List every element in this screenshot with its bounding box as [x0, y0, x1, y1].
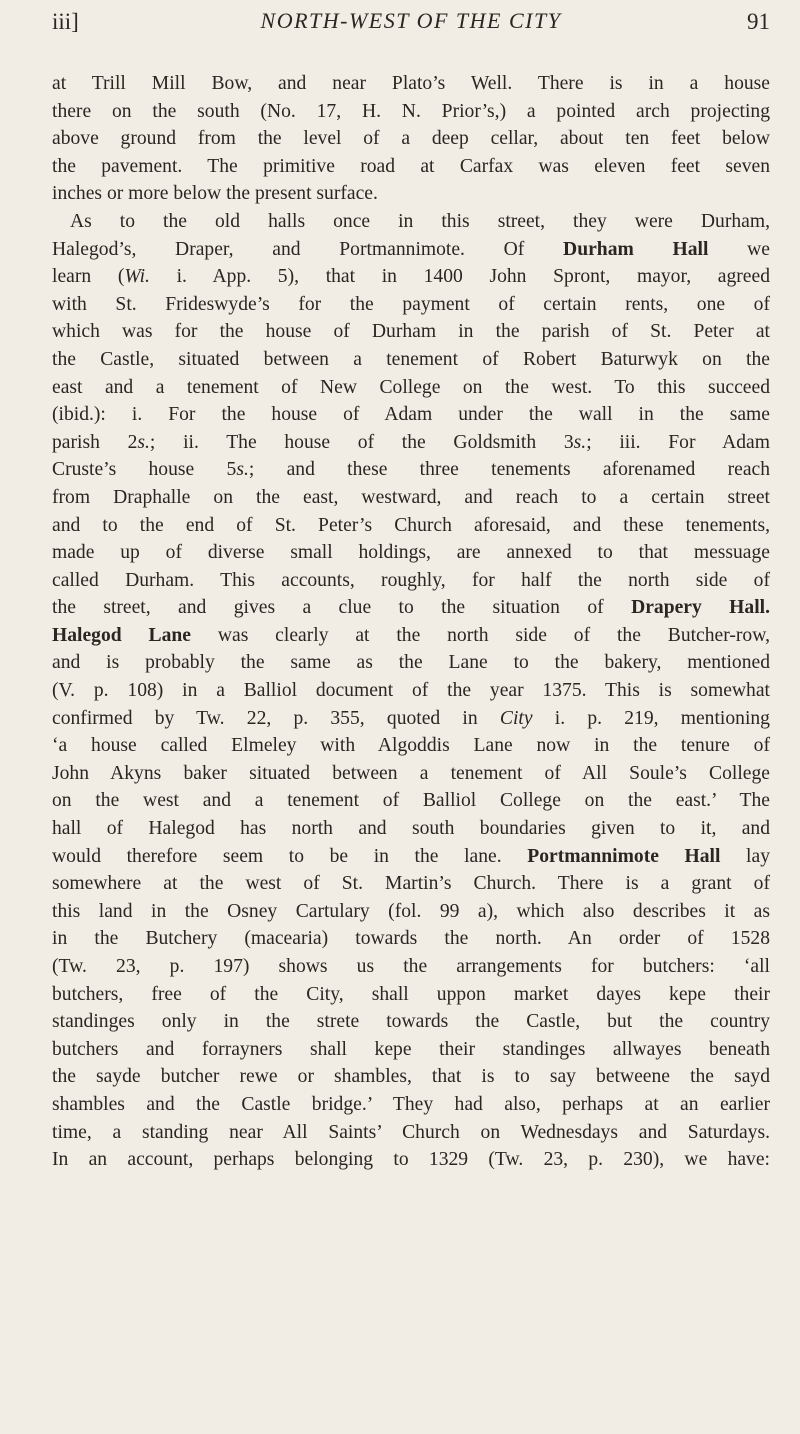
text-run: (V. p. 108) in a Balliol document of the year 1375. This is somewhat [52, 680, 770, 702]
text-line [52, 1146, 770, 1174]
text-line [52, 1091, 770, 1119]
text-run: Cruste’s house 5 [52, 459, 237, 481]
text-run: hall of Halegod has north and south boundaries given to it, and [52, 818, 770, 840]
text-line [52, 567, 770, 595]
text-line [52, 705, 770, 733]
text-run: (Tw. 23, p. 197) shows us the arrangements for butchers: ‘all [52, 956, 770, 977]
bold-heading-run: Portmannimote Hall [527, 845, 721, 867]
text-run: was clearly at the north side of the Butcher-row, [191, 624, 771, 646]
text-line [52, 898, 770, 926]
text-line [52, 291, 770, 319]
text-run: parish 2 [52, 431, 138, 453]
text-line [52, 677, 770, 705]
italic-run: City [499, 707, 533, 729]
text-line [52, 180, 770, 208]
text-run: butchers and forrayners shall kepe their standinges allwayes beneath [52, 1038, 770, 1060]
text-run: would therefore seem to be in the lane. [52, 845, 528, 867]
text-run: which was for the house of Durham in the parish of St. Peter at [52, 321, 770, 343]
text-run: the Castle, situated between a tenement of Robert Baturwyk on the [52, 348, 770, 370]
text-run: the pavement. The primitive road at Carfax was eleven feet seven [52, 155, 770, 177]
text-line [52, 484, 770, 512]
text-run: ; ii. The house of the Goldsmith 3 [149, 431, 574, 453]
text-run: there on the south (No. 17, H. N. Prior’s,) a pointed arch projecting [52, 100, 770, 122]
text-run: (ibid.): i. For the house of Adam under the wall in the same [52, 404, 770, 426]
text-run: learn ( [52, 266, 125, 288]
text-line [52, 208, 770, 236]
text-line [52, 1008, 770, 1036]
text-run: i. App. 5), that in 1400 John Spront, mayor, agreed [149, 266, 770, 288]
text-line [52, 512, 770, 540]
text-run: made up of diverse small holdings, are annexed to that messuage [52, 542, 770, 564]
text-run: lay [720, 845, 770, 867]
text-run: As to the old halls once in this street, they were Durham, [70, 210, 770, 232]
text-line [52, 981, 770, 1009]
text-run: shambles and the Castle bridge.’ They had also, perhaps at an earlier [52, 1093, 770, 1115]
text-run: called Durham. This accounts, roughly, for half the north side of [52, 569, 770, 591]
text-run: with St. Frideswyde’s for the payment of certain rents, one of [52, 293, 770, 315]
text-run: and is probably the same as the Lane to the bakery, mentioned [52, 652, 770, 674]
text-run: east and a tenement of New College on the west. To this succeed [52, 376, 770, 398]
text-line [52, 622, 770, 650]
italic-run: s. [137, 431, 150, 453]
text-line [52, 153, 770, 181]
text-line [52, 1063, 770, 1091]
text-line [52, 539, 770, 567]
bold-heading-run: Durham Hall [563, 238, 709, 260]
text-line [52, 1119, 770, 1147]
body-text [52, 70, 770, 1174]
text-line [52, 98, 770, 126]
italic-run: s. [573, 431, 587, 453]
text-line [52, 456, 770, 484]
text-line [52, 760, 770, 788]
text-run: ; and these three tenements aforenamed reach [248, 459, 771, 481]
text-line [52, 429, 770, 457]
text-line [52, 125, 770, 153]
text-line [52, 787, 770, 815]
text-run: In an account, perhaps belonging to 1329 (Tw. 23, p. 230), we have: [52, 1149, 770, 1171]
text-line [52, 594, 770, 622]
text-run: above ground from the level of a deep cellar, about ten feet below [52, 128, 770, 150]
text-line [52, 732, 770, 760]
text-run: in the Butchery (macearia) towards the north. An order of 1528 [52, 928, 770, 950]
text-run: somewhere at the west of St. Martin’s Church. There is a grant of [52, 873, 770, 895]
text-line [52, 843, 770, 871]
running-head [52, 0, 770, 52]
text-run: Halegod’s, Draper, and Portmannimote. Of [52, 238, 564, 260]
italic-run: s. [236, 459, 249, 481]
text-line [52, 70, 770, 98]
text-line [52, 236, 770, 264]
text-line [52, 346, 770, 374]
text-run: ‘a house called Elmeley with Algoddis Lane now in the tenure of [52, 735, 770, 757]
text-run: John Akyns baker situated between a tenement of All Soule’s College [52, 762, 770, 784]
text-run: the sayde butcher rewe or shambles, that is to say betweene the sayd [52, 1066, 770, 1088]
running-title: NORTH-WEST OF THE CITY [260, 8, 562, 33]
text-line [52, 815, 770, 843]
text-run: this land in the Osney Cartulary (fol. 99 a), which also describes it as [52, 900, 770, 922]
text-line [52, 870, 770, 898]
text-run: butchers, free of the City, shall uppon market dayes kepe their [52, 983, 770, 1005]
text-run: time, a standing near All Saints’ Church on Wednesdays and Saturdays. [52, 1121, 770, 1143]
bold-heading-run: Halegod Lane [52, 624, 191, 646]
text-run: standinges only in the strete towards the Castle, but the country [52, 1011, 770, 1033]
text-run: and to the end of St. Peter’s Church aforesaid, and these tenements, [52, 514, 770, 536]
text-run: inches or more below the present surface. [52, 183, 378, 205]
text-run: confirmed by Tw. 22, p. 355, quoted in [52, 707, 500, 729]
text-line [52, 953, 770, 981]
italic-run: Wi. [124, 266, 150, 288]
text-run: we [708, 238, 770, 260]
text-run: on the west and a tenement of Balliol College on the east.’ The [52, 790, 770, 812]
chapter-number: iii] [52, 9, 79, 34]
text-line [52, 649, 770, 677]
text-run: at Trill Mill Bow, and near Plato’s Well. There is in a house [52, 73, 770, 94]
text-line [52, 318, 770, 346]
text-line [52, 374, 770, 402]
text-run: ; iii. For Adam [586, 431, 770, 453]
text-run: from Draphalle on the east, westward, and reach to a certain street [52, 486, 770, 508]
text-line [52, 263, 770, 291]
bold-heading-run: Drapery Hall. [631, 597, 770, 619]
text-line [52, 925, 770, 953]
text-line [52, 1036, 770, 1064]
text-run: i. p. 219, mentioning [532, 707, 770, 729]
text-run: the street, and gives a clue to the situation of [52, 597, 632, 619]
text-line [52, 401, 770, 429]
page-number: 91 [747, 9, 770, 34]
